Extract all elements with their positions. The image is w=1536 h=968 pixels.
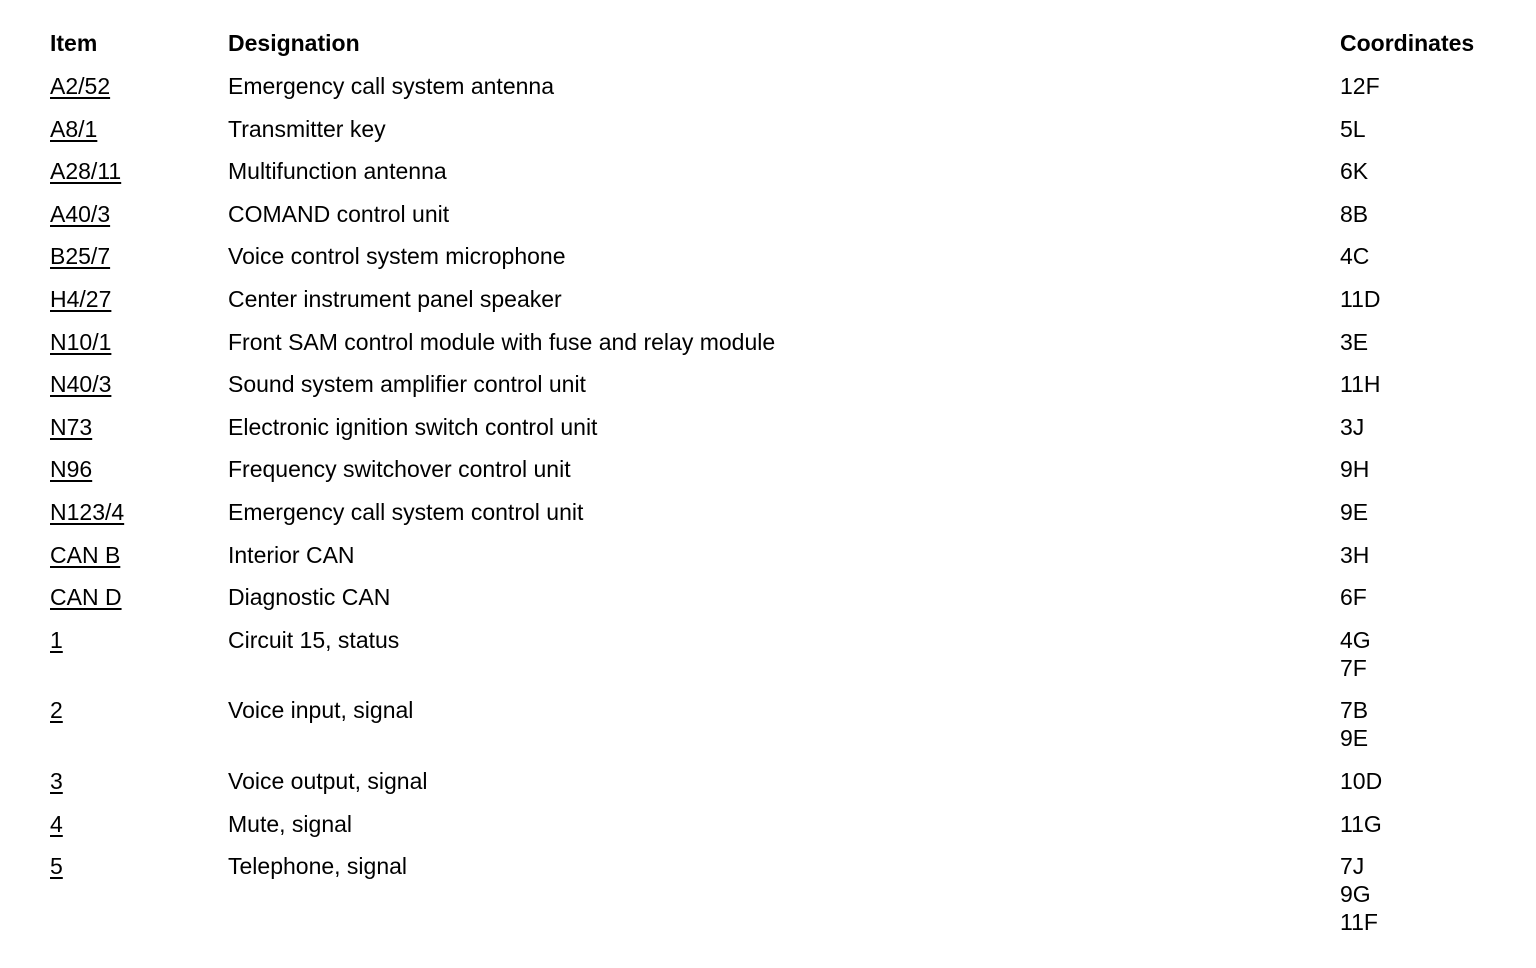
- coordinates-cell: [1340, 157, 1368, 185]
- coordinates-cell: [1340, 696, 1368, 752]
- item-cell: [50, 541, 120, 569]
- table-row: [0, 200, 1536, 243]
- designation-cell: Electronic ignition switch control unit: [228, 413, 598, 440]
- table-row: [0, 242, 1536, 285]
- designation-cell: Center instrument panel speaker: [228, 285, 562, 312]
- item-link[interactable]: A28/11: [50, 158, 122, 185]
- item-link[interactable]: N40/3: [50, 371, 112, 398]
- item-link[interactable]: A8/1: [50, 115, 98, 142]
- designation-cell: Multifunction antenna: [228, 158, 447, 185]
- coordinates-cell: [1340, 200, 1368, 228]
- item-cell: [50, 413, 92, 441]
- coordinates-cell: [1340, 370, 1381, 398]
- item-cell: [50, 370, 111, 398]
- header-designation: Designation: [228, 30, 360, 56]
- item-cell: [50, 455, 92, 483]
- table-row: [0, 72, 1536, 115]
- coordinates-cell: [1340, 583, 1367, 611]
- item-link[interactable]: CAN D: [50, 584, 122, 611]
- item-link[interactable]: N73: [50, 413, 93, 440]
- item-link[interactable]: N96: [50, 456, 93, 483]
- table-body: [0, 72, 1536, 951]
- coordinates-cell: [1340, 541, 1369, 569]
- coordinate-value: 4C: [1340, 243, 1370, 270]
- coordinates-cell: [1340, 455, 1369, 483]
- coordinates-cell: [1340, 626, 1371, 682]
- coordinate-value: 11H: [1340, 371, 1381, 398]
- table-row: [0, 285, 1536, 328]
- coordinate-value: 11F: [1340, 909, 1378, 936]
- table-row: [0, 370, 1536, 413]
- coordinates-cell: [1340, 767, 1382, 795]
- coordinates-cell: [1340, 242, 1369, 270]
- item-link[interactable]: B25/7: [50, 243, 111, 270]
- coordinate-value: 7B: [1340, 697, 1369, 724]
- item-cell: [50, 583, 122, 611]
- coordinate-value: 12F: [1340, 73, 1380, 99]
- designation-cell: Sound system amplifier control unit: [228, 371, 586, 398]
- table-row: [0, 455, 1536, 498]
- designation-cell: Interior CAN: [228, 541, 355, 568]
- designation-cell: Voice control system microphone: [228, 243, 566, 270]
- designation-cell: Diagnostic CAN: [228, 584, 391, 611]
- designation-cell: Frequency switchover control unit: [228, 456, 571, 483]
- item-link[interactable]: H4/27: [50, 285, 112, 312]
- item-cell: [50, 626, 63, 654]
- table-row: [0, 767, 1536, 810]
- designation-cell: Emergency call system control unit: [228, 498, 584, 525]
- coordinates-cell: [1340, 328, 1368, 356]
- coordinate-value: 3J: [1340, 413, 1365, 440]
- item-cell: [50, 328, 111, 356]
- designation-cell: Telephone, signal: [228, 853, 408, 880]
- item-cell: [50, 242, 110, 270]
- header-coordinates: Coordinates: [1340, 30, 1475, 56]
- item-link[interactable]: N10/1: [50, 328, 112, 355]
- designation-cell: Mute, signal: [228, 810, 353, 837]
- item-link[interactable]: A2/52: [50, 73, 111, 99]
- item-cell: [50, 498, 124, 526]
- designation-cell: Voice input, signal: [228, 697, 414, 724]
- coordinate-value: 11G: [1340, 810, 1382, 837]
- item-link[interactable]: 5: [50, 853, 63, 880]
- coordinates-cell: [1340, 72, 1380, 100]
- coordinate-value: 5L: [1340, 115, 1366, 142]
- item-link[interactable]: A40/3: [50, 200, 111, 227]
- header-item: Item: [50, 30, 98, 56]
- table-row: [0, 413, 1536, 456]
- coordinates-cell: [1340, 285, 1381, 313]
- item-link[interactable]: 4: [50, 810, 63, 837]
- item-cell: [50, 72, 110, 100]
- table-row: [0, 583, 1536, 626]
- item-cell: [50, 200, 110, 228]
- coordinate-value: 9E: [1340, 725, 1369, 752]
- coordinate-value: 6F: [1340, 584, 1367, 611]
- table-row: [0, 810, 1536, 853]
- coordinate-value: 11D: [1340, 285, 1381, 312]
- table-row: [0, 696, 1536, 767]
- designation-cell: Transmitter key: [228, 115, 386, 142]
- table-row: [0, 498, 1536, 541]
- table-row: [0, 115, 1536, 158]
- coordinate-value: 9H: [1340, 456, 1370, 483]
- table-row: [0, 157, 1536, 200]
- table-row: [0, 852, 1536, 951]
- coordinate-value: 7F: [1340, 654, 1367, 681]
- item-link[interactable]: CAN B: [50, 541, 121, 568]
- coordinates-cell: [1340, 810, 1382, 838]
- designation-cell: Emergency call system antenna: [228, 73, 554, 99]
- coordinates-cell: [1340, 498, 1368, 526]
- item-cell: [50, 115, 97, 143]
- coordinate-value: 9E: [1340, 498, 1369, 525]
- item-link[interactable]: 1: [50, 626, 63, 653]
- item-cell: [50, 852, 63, 880]
- designation-cell: COMAND control unit: [228, 200, 450, 227]
- designation-cell: Voice output, signal: [228, 767, 428, 794]
- item-link[interactable]: N123/4: [50, 498, 125, 525]
- coordinates-cell: [1340, 115, 1366, 143]
- item-link[interactable]: 2: [50, 697, 63, 724]
- coordinates-cell: [1340, 852, 1378, 936]
- item-cell: [50, 810, 63, 838]
- coordinate-value: 3H: [1340, 541, 1370, 568]
- coordinate-value: 8B: [1340, 200, 1369, 227]
- table-row: [0, 328, 1536, 371]
- item-cell: [50, 285, 111, 313]
- designation-cell: Circuit 15, status: [228, 626, 400, 653]
- item-cell: [50, 767, 63, 795]
- coordinate-value: 4G: [1340, 626, 1371, 653]
- item-cell: [50, 157, 121, 185]
- coordinate-value: 3E: [1340, 328, 1369, 355]
- coordinate-value: 7J: [1340, 853, 1365, 880]
- item-cell: [50, 696, 63, 724]
- item-link[interactable]: 3: [50, 767, 63, 794]
- table-row: [0, 626, 1536, 697]
- table-row: [0, 541, 1536, 584]
- coordinates-cell: [1340, 413, 1364, 441]
- coordinate-value: 10D: [1340, 767, 1383, 794]
- coordinate-value: 6K: [1340, 158, 1369, 185]
- designation-cell: Front SAM control module with fuse and relay module: [228, 328, 776, 355]
- table-header: [0, 30, 1536, 60]
- coordinate-value: 9G: [1340, 881, 1371, 908]
